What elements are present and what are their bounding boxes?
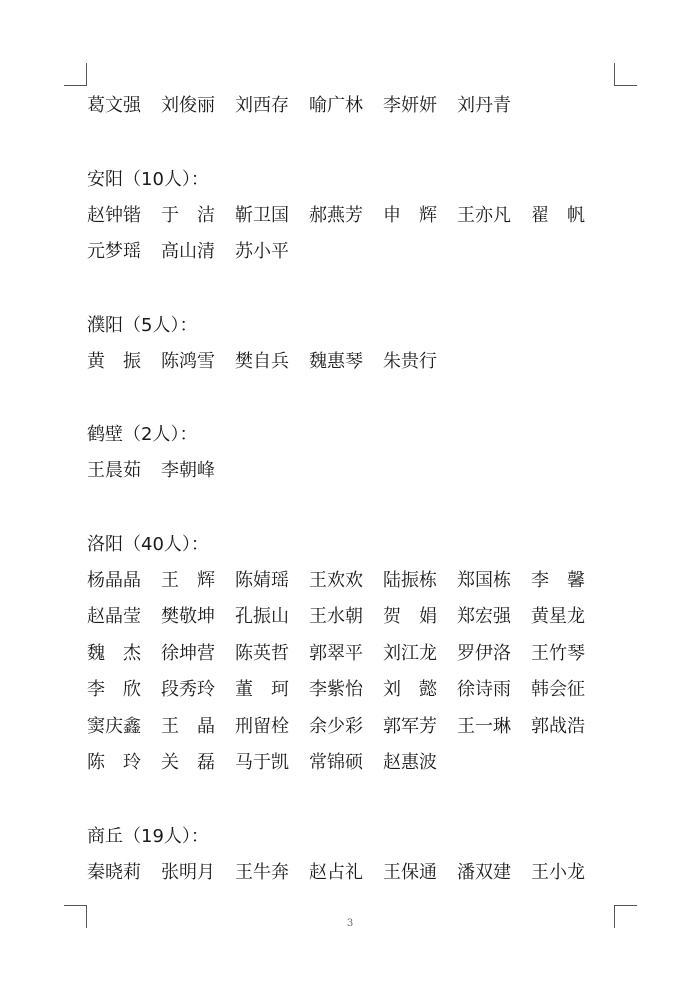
person-name: 郝燕芳 (309, 204, 363, 226)
person-name: 王一琳 (457, 715, 511, 737)
name-list-section (87, 819, 617, 892)
person-name: 郭翠平 (309, 642, 363, 664)
name-list-section (87, 88, 617, 125)
person-name: 魏 杰 (87, 642, 141, 664)
person-name: 陈鸿雪 (161, 350, 215, 372)
person-name: 李 欣 (87, 679, 141, 700)
page-number: 3 (346, 918, 354, 929)
person-name: 杨晶晶 (87, 569, 141, 591)
person-name: 罗伊洛 (457, 642, 511, 664)
person-name: 常锦硕 (309, 752, 363, 773)
name-grid (87, 563, 617, 782)
name-list-section (87, 308, 617, 381)
person-name: 高山清 (161, 241, 215, 262)
person-name: 段秀玲 (161, 679, 215, 700)
person-name: 朱贵行 (383, 350, 437, 372)
name-grid (87, 88, 617, 125)
section-heading: 鹤壁（2人）： (87, 424, 198, 445)
person-name: 王 辉 (161, 569, 215, 591)
person-name: 孔振山 (235, 606, 289, 627)
person-name: 贺 娟 (383, 606, 437, 627)
name-grid (87, 198, 617, 271)
person-name: 王亦凡 (457, 204, 511, 226)
person-name: 樊自兵 (235, 350, 289, 372)
person-name: 刑留栓 (235, 715, 289, 737)
person-name: 李妍妍 (383, 95, 437, 116)
person-name: 刘西存 (235, 95, 289, 116)
name-list-section (87, 527, 617, 782)
person-name: 魏惠琴 (309, 350, 363, 372)
person-name: 李朝峰 (161, 460, 215, 481)
person-name: 黄 振 (87, 350, 141, 372)
person-name: 张明月 (161, 861, 215, 883)
person-name: 陆振栋 (383, 569, 437, 591)
person-name: 潘双建 (457, 861, 511, 883)
person-name: 王欢欢 (309, 569, 363, 591)
person-name: 王 晶 (161, 715, 215, 737)
person-name: 王晨茹 (87, 460, 141, 481)
section-heading: 商丘（19人）： (87, 825, 209, 847)
section-heading: 洛阳（40人）： (87, 533, 209, 555)
section-heading: 濮阳（5人）： (87, 314, 198, 336)
person-name: 郭战浩 (531, 715, 585, 737)
person-name: 陈 玲 (87, 752, 141, 773)
person-name: 李紫怡 (309, 679, 363, 700)
person-name: 王保通 (383, 861, 437, 883)
person-name: 赵惠波 (383, 752, 437, 773)
document-body (87, 88, 617, 928)
person-name: 于 洁 (161, 204, 215, 226)
person-name: 葛文强 (87, 95, 141, 116)
name-grid (87, 855, 617, 892)
person-name: 赵占礼 (309, 861, 363, 883)
person-name: 陈婧瑶 (235, 569, 289, 591)
person-name: 赵钟锴 (87, 204, 141, 226)
person-name: 苏小平 (235, 241, 289, 262)
person-name: 董 珂 (235, 679, 289, 700)
person-name: 徐诗雨 (457, 679, 511, 700)
person-name: 王小龙 (531, 861, 585, 883)
person-name: 樊敬坤 (161, 606, 215, 627)
corner-mark-top-left (64, 63, 87, 86)
person-name: 秦晓莉 (87, 861, 141, 883)
person-name: 靳卫国 (235, 204, 289, 226)
person-name: 刘丹青 (457, 95, 511, 116)
person-name: 元梦瑶 (87, 241, 141, 262)
person-name: 郑宏强 (457, 606, 511, 627)
person-name: 黄星龙 (531, 606, 585, 627)
section-heading: 安阳（10人）： (87, 168, 209, 190)
name-grid (87, 344, 617, 381)
person-name: 窦庆鑫 (87, 715, 141, 737)
person-name: 陈英哲 (235, 642, 289, 664)
name-grid (87, 453, 617, 490)
person-name: 王牛奔 (235, 861, 289, 883)
corner-mark-top-right (614, 63, 637, 86)
person-name: 郑国栋 (457, 569, 511, 591)
person-name: 余少彩 (309, 715, 363, 737)
person-name: 翟 帆 (531, 204, 585, 226)
person-name: 关 磊 (161, 752, 215, 773)
person-name: 李 馨 (531, 569, 585, 591)
person-name: 喻广林 (309, 95, 363, 116)
person-name: 王竹琴 (531, 642, 585, 664)
person-name: 韩会征 (531, 679, 585, 700)
person-name: 徐坤营 (161, 642, 215, 664)
person-name: 赵晶莹 (87, 606, 141, 627)
person-name: 申 辉 (383, 204, 437, 226)
person-name: 刘俊丽 (161, 95, 215, 116)
person-name: 郭军芳 (383, 715, 437, 737)
name-list-section (87, 162, 617, 271)
name-list-section (87, 417, 617, 490)
person-name: 王水朝 (309, 606, 363, 627)
person-name: 刘江龙 (383, 642, 437, 664)
person-name: 刘 懿 (383, 679, 437, 700)
person-name: 马于凯 (235, 752, 289, 773)
